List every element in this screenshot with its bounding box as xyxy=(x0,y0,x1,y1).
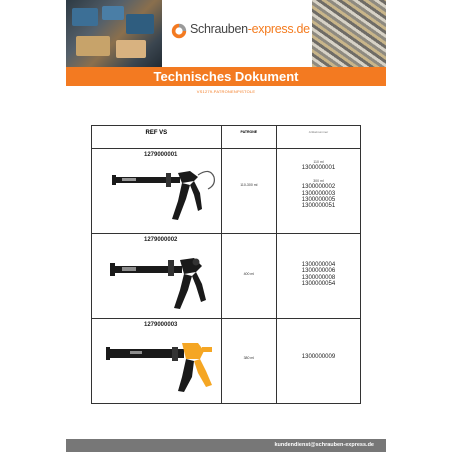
screws-photo xyxy=(312,0,386,67)
patrone-cell xyxy=(221,149,276,234)
patrone-cell xyxy=(221,319,276,404)
col-header-patrone: PATRONE xyxy=(221,126,276,149)
col-header-artikel: Artikelnummer xyxy=(276,126,360,149)
screw-tray xyxy=(102,6,124,20)
screw-tray xyxy=(126,14,154,34)
logo-swirl-icon xyxy=(170,22,188,40)
logo xyxy=(162,0,312,67)
article-number: 1300000051 xyxy=(301,203,336,210)
caulking-gun-image xyxy=(102,329,222,399)
spec-table xyxy=(91,125,361,404)
article-number: 1300000003 xyxy=(301,190,336,197)
ref-number: 1279000002 xyxy=(144,237,178,243)
article-number: 1300000004 xyxy=(301,262,336,268)
articles-cell xyxy=(276,234,360,319)
article-list xyxy=(277,354,360,360)
ref-cell xyxy=(92,319,222,404)
article-number: 1300000054 xyxy=(301,281,336,288)
article-number: 1300000008 xyxy=(301,274,336,281)
screw-tray xyxy=(72,8,98,26)
article-number: 1300000002 xyxy=(301,184,336,191)
patrone-cell xyxy=(221,234,276,319)
size-label: 110 ml xyxy=(313,160,324,164)
article-list xyxy=(277,262,360,288)
size-label: 300 ml xyxy=(313,178,324,183)
logo-text xyxy=(190,22,310,36)
ref-cell xyxy=(92,234,222,319)
ref-cell xyxy=(92,149,222,234)
patrone-value: 400 ml xyxy=(243,272,255,276)
patrone-value: 380 ml xyxy=(243,356,255,360)
articles-cell xyxy=(276,149,360,234)
footer-email-link[interactable]: kundendienst@schrauben-express.de xyxy=(274,442,374,448)
document-title: Technisches Dokument xyxy=(66,67,386,86)
col-header-ref: REF VS xyxy=(92,126,222,149)
caulking-gun-image xyxy=(102,244,222,314)
article-number: 1300000001 xyxy=(301,165,336,172)
hand xyxy=(76,36,110,56)
table-row xyxy=(92,149,361,234)
table-row xyxy=(92,319,361,404)
header-banner xyxy=(66,0,386,67)
hand xyxy=(116,40,146,58)
document-subtitle: VS1279-PATRONENPISTOLE xyxy=(196,89,256,94)
logo-prefix: Schrauben xyxy=(190,22,248,36)
table-row xyxy=(92,234,361,319)
ref-number: 1279000001 xyxy=(144,152,178,158)
toolbox-photo xyxy=(66,0,162,67)
ref-number: 1279000003 xyxy=(144,322,178,328)
footer-bar xyxy=(66,439,386,452)
article-number: 1300000005 xyxy=(301,197,336,204)
article-number: 1300000009 xyxy=(301,354,336,360)
patrone-value: 110-300 ml xyxy=(240,183,258,187)
logo-suffix: -express.de xyxy=(247,22,310,36)
caulking-gun-image xyxy=(102,159,222,229)
article-list xyxy=(277,159,360,210)
table-header-row xyxy=(92,126,361,149)
article-number: 1300000006 xyxy=(301,268,336,275)
articles-cell xyxy=(276,319,360,404)
